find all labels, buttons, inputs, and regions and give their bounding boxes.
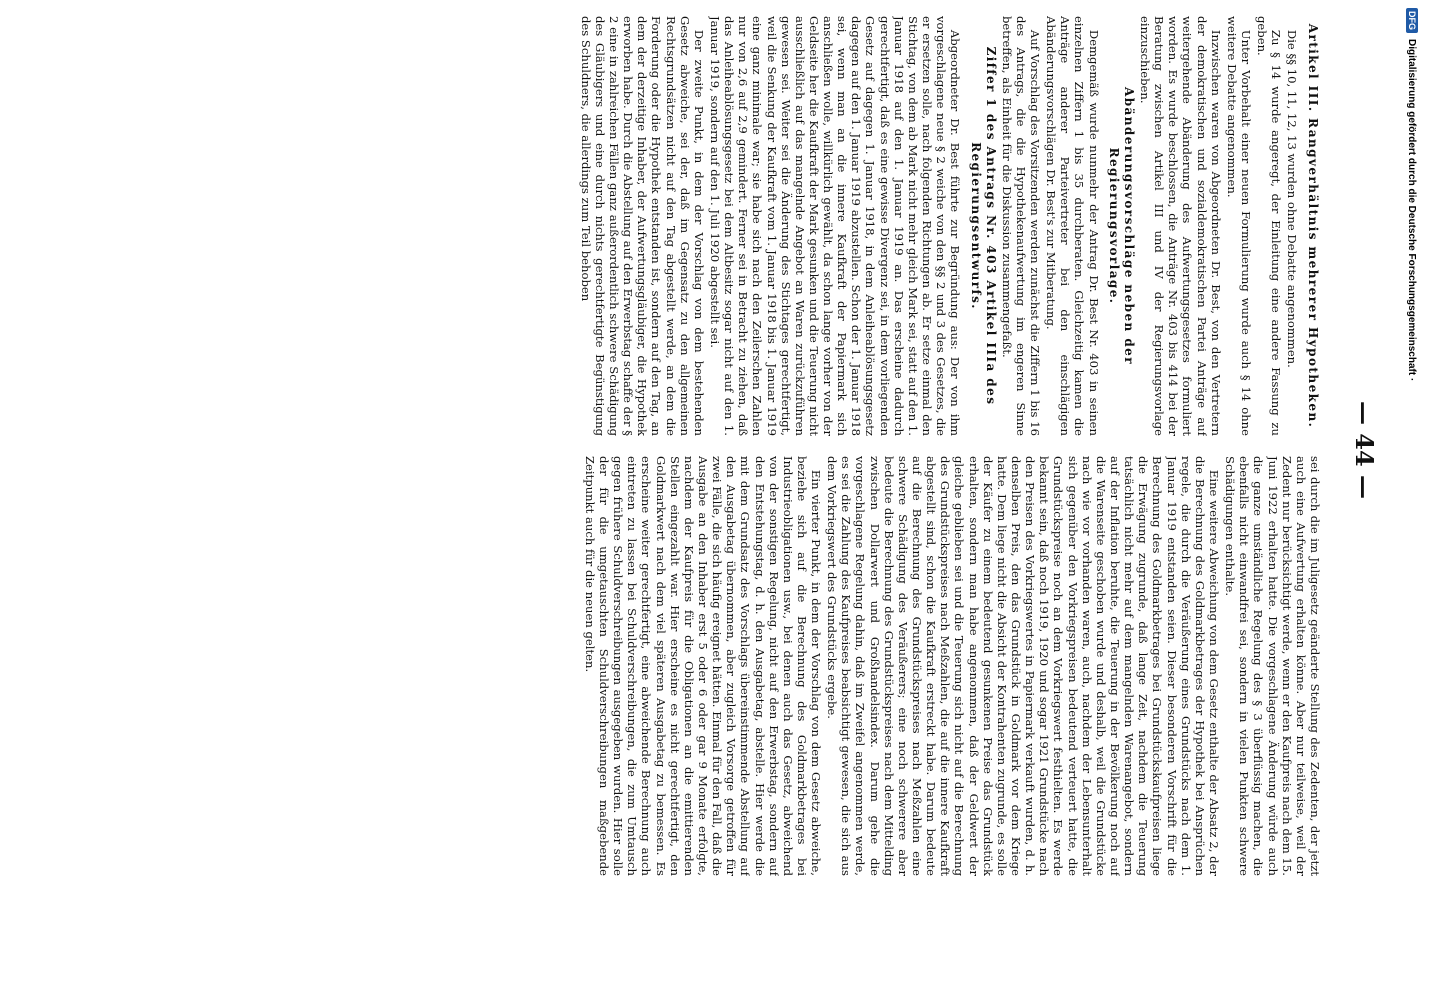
- paragraph: Die §§ 10, 11, 12, 13 wurden ohne Debatte angenommen.: [1285, 29, 1300, 368]
- paragraph: Der zweite Punkt, in dem der Vorschlag von dem bestehenden Gesetz abweiche, sei der, daß im Gegensatz zu den allgemeinen Rechtsgrundsätzen nicht auf den Tag abgestellt werde, an dem die Forderung oder die Hypothek entstanden ist, sondern auf den Tag, an dem der derzeitige Inhaber, der Aufwertungsgläubiger, die Hypothek erworben habe. Durch die Abstellung auf den Erwerbstag schaffe der § 2 eine in zahlreichen Fällen ganz außerordentlich schwere Schädigung des Gläubigers und eine durch nichts gerechtfertigte Begünstigung des Schuldners, die allerdings zum Teil behoben: [578, 16, 706, 436]
- right-column: [97, 456, 1322, 876]
- page-number: — 44 —: [1350, 400, 1379, 500]
- paragraph: Inzwischen waren von Abgeordneten Dr. Best, von den Vertretern der demokratischen und sozialdemokratischen Partei Anträge auf weitergehende Abänderung des Aufwertungsgesetzes formuliert worden. Es wurde beschlossen, die Anträge Nr. 403 bis 414 bei der Beratung zwischen Artikel III und IV der Regierungsvorlage einzuschieben.: [1137, 16, 1223, 436]
- paragraph: Zu § 14 wurde angeregt, der Einleitung eine andere Fassung zu geben.: [1255, 16, 1284, 436]
- section-heading-article-3: Artikel III. Rangverhältnis mehrerer Hypotheken.: [1306, 23, 1320, 429]
- section-heading-amendments: Abänderungsvorschläge neben der Regierungsvorlage.: [1107, 86, 1136, 366]
- left-column: [97, 16, 1322, 436]
- paragraph: Ein vierter Punkt, in dem der Vorschlag von dem Gesetz abweiche, beziehe sich auf die Berechnung des Goldmarkbetrages bei Industrieobligationen usw., bei denen auch das Gesetz, abweichend von der sonstigen Regelung, nicht auf den Erwerbstag, sondern auf den Entstehungstag, d. h. den Ausgabetag, abstelle. Hier werde die mit dem Grundsatz des Vorschlags übereinstimmende Abstellung auf den Ausgabetag übernommen, aber zugleich Vorsorge getroffen für zwei Fälle, die sich häufig ereignet hätten. Einmal für den Fall, daß die Ausgabe an den Inhaber erst 5 oder 6 oder gar 9 Monate erfolgte, nachdem der Kaufpreis für die Obligationen an die emittierenden Stellen eingezahlt war. Hier erscheine es nicht gerechtfertigt, den Goldmarkwert nach dem viel späteren Ausgabetag zu bemessen. Es erscheine weiter gerechtfertigt, eine abweichende Berechnung auch eintreten zu lassen bei Schuldverschreibungen, die zum Umtausch gegen frühere Schuldverschreibungen ausgegeben wurden. Hier solle der für die umgetauschten Schuldverschreibungen maßgebende Zeitpunkt auch für die neuen gelten.: [582, 456, 824, 876]
- paragraph: Auf Vorschlag des Vorsitzenden werden zunächst die Ziffern 1 bis 16 des Antrags, die die Hypothekenaufwertung im engeren Sinne betreffen, als Einheit für die Diskussion zusammengefaßt.: [999, 16, 1043, 436]
- paragraph: Unter Vorbehalt einer neuen Formulierung wurde auch § 14 ohne weitere Debatte angenommen.: [1224, 16, 1253, 436]
- paragraph: Eine weitere Abweichung von dem Gesetz enthalte der Absatz 2, der die Berechnung des Goldmarkbetrages der Hypothek bei Ansprüchen regele, die durch die Veräußerung eines Grundstücks nach dem 1. Januar 1919 entstanden seien. Dieser besonderen Vorschrift für die Berechnung des Goldmarkbetrages bei Grundstückskaufpreisen liege die Erwägung zugrunde, daß lange Zeit, nachdem die Teuerung tatsächlich nicht mehr auf dem mangelnden Warenangebot, sondern auf der Inflation beruhte, die Teuerung in der Bevölkerung noch auf die Warenseite geschoben wurde und deshalb, weil die Grundstücke nach wie vor vorhanden waren, auch, nachdem der Lebensunterhalt sich gegenüber den Vorkriegspreisen bedeutend verteuert hatte, die Grundstückspreise noch an dem Vorkriegswert festhielten. Es werde bekannt sein, daß noch 1919, 1920 und sogar 1921 Grundstücke nach den Preisen des Vorkriegswertes in Papiermark verkauft wurden, d. h. denselben Preis, den das Grundstück in Goldmark vor dem Kriege hatte. Dem liege nicht die Absicht der Kontrahenten zugrunde, es solle der Käufer zu einem bedeutend gesunkenen Preise das Grundstück erhalten, sondern man habe angenommen, daß der Geldwert der gleiche geblieben sei und die Teuerung sich nicht auf die Berechnung des Grundstückspreises nach Meßzahlen, die auf die innere Kaufkraft abgestellt sind, schon die Kaufkraft erstreckt habe. Darum bedeute auf die Berechnung des Grundstückspreises nach Meßzahlen eine schwere Schädigung des Veräußerers; eine noch schwerere aber bedeute die Berechnung des Grundstückspreises nach dem Mittelding zwischen Dollarwert und Großhandelsindex. Darum gehe die vorgeschlagene Regelung dahin, daß im Zweifel angenommen werde, es sei die Zahlung des Kaufpreises beabsichtigt gewesen, die sich aus dem Vorkriegswert des Grundstücks ergebe.: [825, 456, 1222, 876]
- section-heading-ziffer-1: Ziffer 1 des Antrags Nr. 403 Artikel IIIa des Regierungsentwurfs.: [968, 46, 998, 406]
- digitization-note: [1404, 8, 1418, 993]
- paragraph: sei durch die im Juligesetz geänderte Stellung des Zedenten, der jetzt auch eine Aufwertung erhalten könne. Aber nur teilweise, weil der Zedent nur berücksichtigt werde, wenn er den Kaufpreis nach dem 15. Juni 1922 erhalten hatte. Die vorgeschlagene Änderung würde auch die ganze umständliche Regelung des § 3 überflüssig machen, die ebenfalls nicht einwandfrei sei, sondern in vielen Punkten schwere Schädigungen enthalte.: [1223, 456, 1322, 876]
- digitization-note-text: Digitalisierung gefördert durch die Deutsche Forschungsgemeinschaft ·: [1406, 39, 1417, 382]
- paragraph: Demgemäß wurde nunmehr der Antrag Dr. Best Nr. 403 in seinen einzelnen Ziffern 1 bis 35 durchberaten. Gleichzeitig kamen die Anträge anderer Parteivertreter bei den einschlägigen Abänderungsvorschlägen Dr. Best's zur Mitberatung.: [1044, 16, 1101, 436]
- paragraph: Abgeordneter Dr. Best führte zur Begründung aus: Der von ihm vorgeschlagene neue § 2 weiche von den §§ 2 und 3 des Gesetzes, die er ersetzen solle, nach folgenden Richtungen ab. Er setze einmal den Stichtag, von dem ab Mark nicht mehr gleich Mark sei, statt auf den 1. Januar 1918 auf den 1. Januar 1919 an. Das erscheine dadurch gerechtfertigt, daß es eine gewisse Divergenz sei, in dem vorliegenden Gesetz auf dagegen 1. Januar 1918, in dem Anleiheablösungsgesetz dagegen auf den 1. Januar 1919 abzustellen. Schon der 1. Januar 1918 sei, wenn man an die innere Kaufkraft der Papiermark sich anschließen wolle, willkürlich gewählt, da schon lange vorher von der Geldseite her die Kaufkraft der Mark gesunken und die Teuerung nicht ausschließlich auf das mangelnde Angebot an Waren zurückzuführen gewesen sei. Weiter sei die Änderung des Stichtages gerechtfertigt, weil die Senkung der Kaufkraft vom 1. Januar 1918 bis 1. Januar 1919 eine ganz minimale war; sie habe sich nach den Zeilerschen Zahlen nur von 2,6 auf 2,9 gemindert. Ferner sei in Betracht zu ziehen, daß das Anleiheablösungsgesetz bei dem Altbesitz sogar nicht auf den 1. Januar 1919, sondern auf den 1. Juli 1920 abgestellt sei.: [707, 16, 963, 436]
- dfg-logo: DFG: [1406, 8, 1418, 33]
- document-page: [84, 0, 1384, 900]
